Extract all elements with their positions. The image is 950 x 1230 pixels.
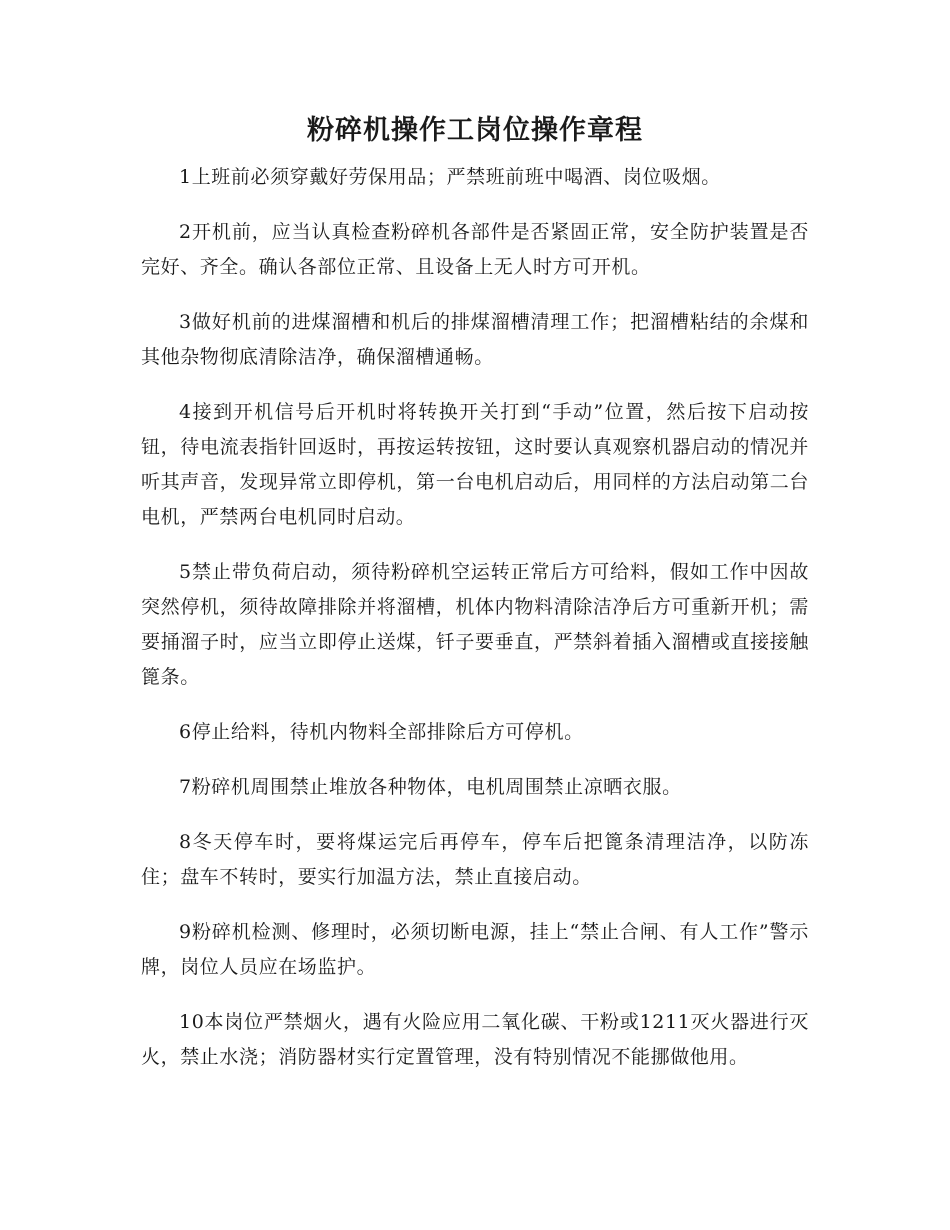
paragraph-6: 6停止给料，待机内物料全部排除后方可停机。 [179, 721, 584, 743]
paragraph-1: 1上班前必须穿戴好劳保用品；严禁班前班中喝酒、岗位吸烟。 [179, 166, 721, 188]
paragraph-9: 9粉碎机检测、修理时，必须切断电源，挂上“禁止合闸、有人工作”警示牌，岗位人员应在场监护。 [141, 921, 809, 978]
paragraph-4: 4接到开机信号后开机时将转换开关打到“手动”位置，然后按下启动按钮，待电流表指针回返时，再按运转按钮，这时要认真观察机器启动的情况并听其声音，发现异常立即停机，第一台电机启动后，用同样的方法启动第二台电机，严禁两台电机同时启动。 [141, 401, 809, 528]
paragraph-3: 3做好机前的进煤溜槽和机后的排煤溜槽清理工作；把溜槽粘结的余煤和其他杂物彻底清除洁净，确保溜槽通畅。 [141, 311, 809, 368]
paragraph-5: 5禁止带负荷启动，须待粉碎机空运转正常后方可给料，假如工作中因故突然停机，须待故障排除并将溜槽，机体内物料清除洁净后方可重新开机；需要捅溜子时，应当立即停止送煤，钎子要垂直，严禁斜着插入溜槽或直接接触篦条。 [141, 561, 809, 688]
paragraph-8: 8冬天停车时，要将煤运完后再停车，停车后把篦条清理洁净，以防冻住；盘车不转时，要实行加温方法，禁止直接启动。 [141, 831, 809, 888]
paragraph-10: 10本岗位严禁烟火，遇有火险应用二氧化碳、干粉或1211灭火器进行灭火，禁止水浇；消防器材实行定置管理，没有特别情况不能挪做他用。 [141, 1011, 809, 1068]
paragraph-7: 7粉碎机周围禁止堆放各种物体，电机周围禁止凉晒衣服。 [179, 776, 682, 798]
paragraph-2: 2开机前，应当认真检查粉碎机各部件是否紧固正常，安全防护装置是否完好、齐全。确认各部位正常、且设备上无人时方可开机。 [141, 221, 809, 278]
document-page [141, 106, 809, 1095]
document-title: 粉碎机操作工岗位操作章程 [307, 115, 643, 146]
